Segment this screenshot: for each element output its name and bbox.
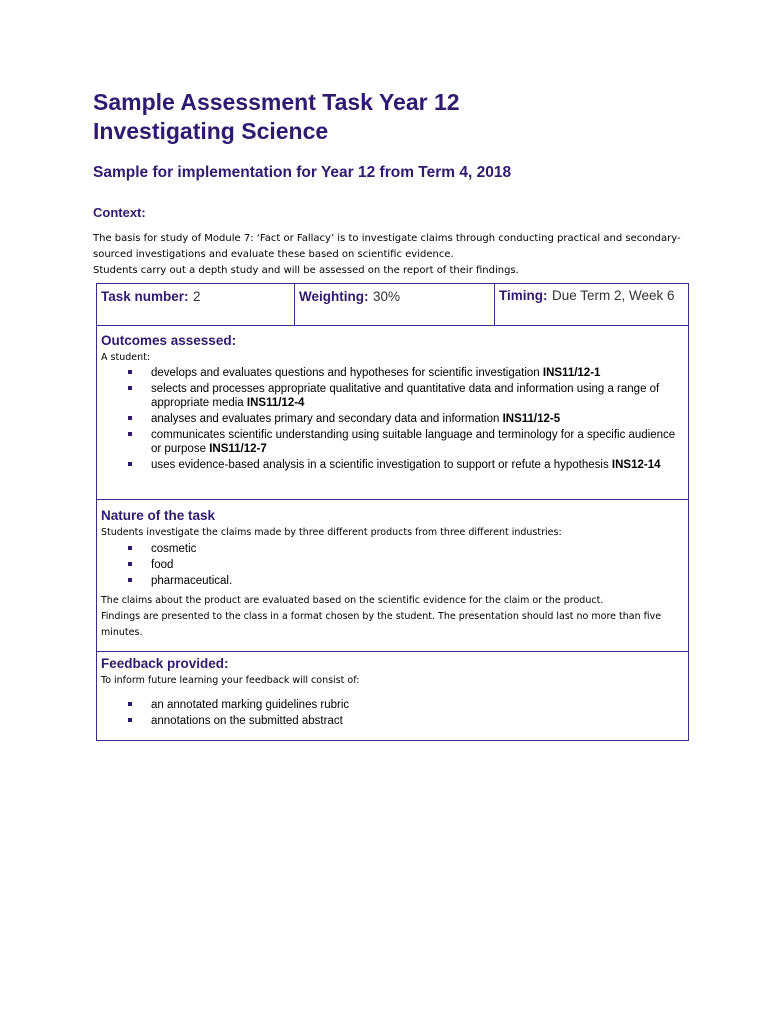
nature-paragraph-1: The claims about the product are evaluated based on the scientific evidence for the claim or the product. [101, 595, 604, 606]
weighting-value: 30% [372, 289, 400, 304]
title-line-2: Investigating Science [93, 118, 329, 144]
timing-label: Timing: [499, 288, 548, 303]
task-number-cell [97, 284, 294, 325]
feedback-heading: Feedback provided: [101, 656, 229, 671]
nature-list [101, 542, 684, 588]
task-info-row [97, 284, 688, 325]
outcomes-heading: Outcomes assessed: [101, 333, 237, 348]
context-heading: Context: [93, 205, 146, 220]
feedback-row [97, 651, 688, 740]
document-title [93, 88, 460, 146]
document-subtitle: Sample for implementation for Year 12 from Term 4, 2018 [93, 164, 512, 181]
timing-value: Due Term 2, Week 6 [551, 288, 675, 303]
nature-cell [97, 500, 688, 652]
nature-paragraph-2: Findings are presented to the class in a format chosen by the student. The presentation should last no more than five minutes. [101, 611, 662, 638]
list-item: analyses and evaluates primary and secondary data and information INS11/12-5 [101, 412, 684, 426]
task-number-label: Task number: [101, 289, 189, 304]
outcomes-intro: A student: [101, 352, 151, 363]
outcomes-cell [97, 326, 688, 500]
list-item: annotations on the submitted abstract [101, 714, 684, 728]
weighting-label: Weighting: [299, 289, 369, 304]
task-table [96, 283, 689, 741]
feedback-intro: To inform future learning your feedback will consist of: [101, 675, 360, 686]
outcomes-list [101, 366, 684, 472]
list-item: cosmetic [101, 542, 684, 556]
timing-cell [494, 284, 688, 325]
nature-row [97, 499, 688, 652]
list-item: selects and processes appropriate qualitative and quantitative data and information using a range of appropriate media INS11/12-4 [101, 382, 684, 410]
task-number-value: 2 [192, 289, 201, 304]
context-paragraph-2: Students carry out a depth study and will be assessed on the report of their findings. [93, 265, 519, 276]
feedback-cell [97, 652, 688, 740]
list-item: pharmaceutical. [101, 574, 684, 588]
list-item: food [101, 558, 684, 572]
nature-intro: Students investigate the claims made by three different products from three different industries: [101, 527, 562, 538]
weighting-cell [294, 284, 494, 325]
list-item: develops and evaluates questions and hypotheses for scientific investigation INS11/12-1 [101, 366, 684, 380]
context-body [93, 231, 683, 279]
list-item: communicates scientific understanding using suitable language and terminology for a specific audience or purpose INS11/12-7 [101, 428, 684, 456]
nature-heading: Nature of the task [101, 508, 216, 523]
outcomes-row [97, 325, 688, 500]
feedback-list [101, 698, 684, 728]
context-paragraph-1: The basis for study of Module 7: ‘Fact or Fallacy’ is to investigate claims through conducting practical and secondary-sourced investigations and evaluate these based on scientific evidence. [93, 233, 681, 260]
title-line-1: Sample Assessment Task Year 12 [93, 89, 460, 115]
list-item: uses evidence-based analysis in a scientific investigation to support or refute a hypothesis INS12-14 [101, 458, 684, 472]
list-item: an annotated marking guidelines rubric [101, 698, 684, 712]
